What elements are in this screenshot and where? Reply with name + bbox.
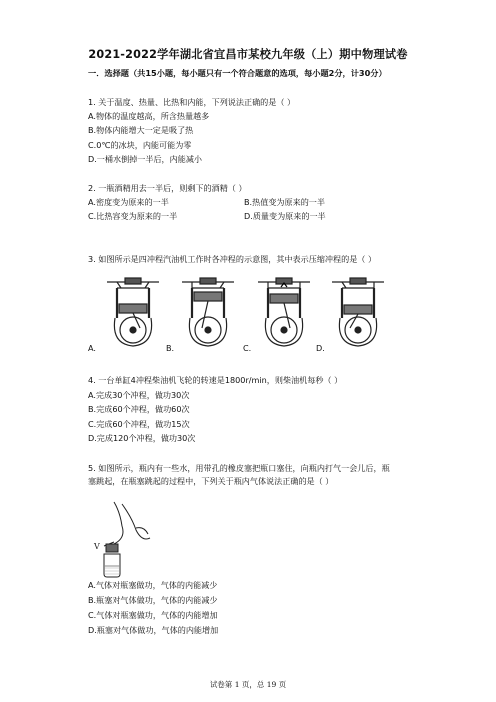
question-5-stem-line-1: 5. 如图所示，瓶内有一些水，用带孔的橡皮塞把瓶口塞住，向瓶内打气一会儿后，瓶 [88,463,390,473]
figure-label-v: V [94,542,100,551]
question-1-option-d: D.一桶水倒掉一半后，内能减小 [88,154,203,164]
question-4-option-b: B.完成60个冲程，做功60次 [88,404,190,414]
question-3-label-a: A. [88,343,96,353]
question-3-label-b: B. [166,343,175,353]
question-5-stem-line-2: 塞跳起，在瓶塞跳起的过程中，下列关于瓶内气体说法正确的是（ ） [88,476,334,486]
question-2-option-b: B.热值变为原来的一半 [244,197,325,207]
page-footer: 试卷第 1 页，总 19 页 [209,680,287,689]
question-3-stem: 3. 如图所示是四冲程汽油机工作时各冲程的示意图，其中表示压缩冲程的是（ ） [88,254,377,264]
question-5-option-d: D.瓶塞对气体做功，气体的内能增加 [88,625,219,635]
question-3-label-c: C. [243,343,252,353]
question-4-option-d: D.完成120个冲程，做功30次 [88,433,196,443]
question-2-option-c: C.比热容变为原来的一半 [88,211,178,221]
question-4-stem: 4. 一台单缸4冲程柴油机飞轮的转速是1800r/min，则柴油机每秒（ ） [88,375,343,385]
question-5-option-c: C.气体对瓶塞做功，气体的内能增加 [88,610,218,620]
bottle-pump-diagram [92,498,162,578]
engine-diagram-c [254,274,314,348]
question-3-label-d: D. [316,343,325,353]
question-5-option-b: B.瓶塞对气体做功，气体的内能减少 [88,595,218,605]
question-1-option-c: C.0℃的冰块，内能可能为零 [88,140,192,150]
question-2-option-a: A.密度变为原来的一半 [88,197,169,207]
question-1-option-a: A.物体的温度越高，所含热量越多 [88,111,210,121]
question-1-stem: 1. 关于温度、热量、比热和内能，下列说法正确的是（ ） [88,97,296,107]
question-1-option-b: B.物体内能增大一定是吸了热 [88,125,194,135]
question-2-stem: 2. 一瓶酒精用去一半后，则剩下的酒精（ ） [88,183,247,193]
section-heading: 一．选择题（共15小题，每小题只有一个符合题意的选项，每小题2分，计30分） [88,68,387,78]
paper-title: 2021-2022学年湖北省宜昌市某校九年级（上）期中物理试卷 [88,48,408,61]
question-5-option-a: A.气体对瓶塞做功，气体的内能减少 [88,580,218,590]
engine-diagram-d [328,274,388,348]
engine-diagram-b [178,274,238,348]
question-4-option-a: A.完成30个冲程，做功30次 [88,390,190,400]
question-2-option-d: D.质量变为原来的一半 [244,211,326,221]
question-4-option-c: C.完成60个冲程，做功15次 [88,419,190,429]
engine-diagram-a [103,274,163,348]
